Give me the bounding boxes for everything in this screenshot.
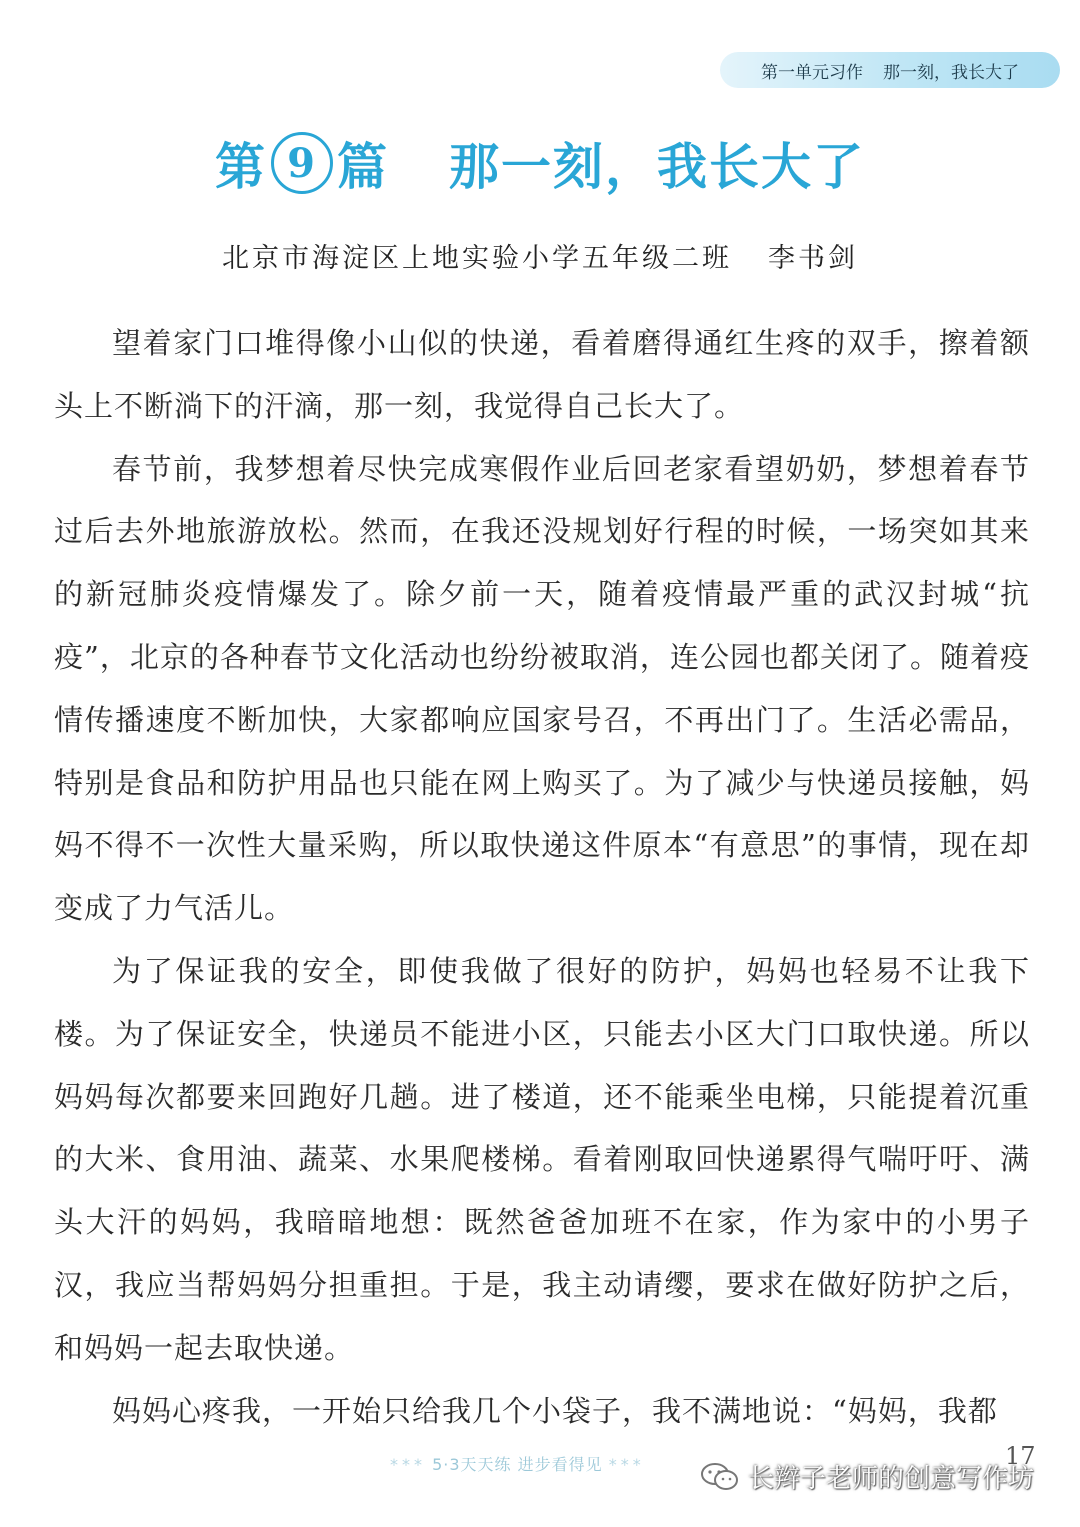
unit-header-tab: [720, 52, 1060, 88]
title-suffix: 篇: [337, 138, 389, 196]
page-footer: [390, 1452, 645, 1475]
author-name: 李书剑: [768, 243, 858, 274]
watermark-text: 长辫子老师的创意写作坊: [748, 1464, 1035, 1494]
school-name: 北京市海淀区上地实验小学五年级二班: [222, 243, 732, 274]
essay-body: [54, 312, 1030, 1442]
title-prefix: 第: [215, 138, 267, 196]
paragraph: 春节前，我梦想着尽快完成寒假作业后回老家看望奶奶，梦想着春节过后去外地旅游放松。然而，在我还没规划好行程的时候，一场突如其来的新冠肺炎疫情爆发了。除夕前一天，随着疫情最严重的武汉封城“抗疫”，北京的各种春节文化活动也纷纷被取消，连公园也都关闭了。随着疫情传播速度不断加快，大家都响应国家号召，不再出门了。生活必需品，特别是食品和防护用品也只能在网上购买了。为了减少与快递员接触，妈妈不得不一次性大量采购，所以取快递这件原本“有意思”的事情，现在却变成了力气活儿。: [54, 451, 1030, 926]
essay-number-badge: 9: [271, 132, 333, 194]
paragraph: 望着家门口堆得像小山似的快递，看着磨得通红生疼的双手，擦着额头上不断淌下的汗滴，那一刻，我觉得自己长大了。: [54, 326, 1030, 423]
essay-title: [0, 118, 1080, 208]
watermark: [700, 1458, 1034, 1495]
footer-stars-left: ***: [390, 1455, 426, 1474]
footer-stars-right: ***: [608, 1455, 645, 1474]
paragraph: 为了保证我的安全，即使我做了很好的防护，妈妈也轻易不让我下楼。为了保证安全，快递员不能进小区，只能去小区大门口取快递。所以妈妈每次都要来回跑好几趟。进了楼道，还不能乘坐电梯，只能提着沉重的大米、食用油、蔬菜、水果爬楼梯。看着刚取回快递累得气喘吁吁、满头大汗的妈妈，我暗暗地想：既然爸爸加班不在家，作为家中的小男子汉，我应当帮妈妈分担重担。于是，我主动请缨，要求在做好防护之后，和妈妈一起去取快递。: [54, 953, 1030, 1365]
unit-topic: 那一刻，我长大了: [883, 62, 1019, 83]
byline: [0, 236, 1080, 275]
page-number: 17: [1005, 1442, 1036, 1470]
wechat-icon: [700, 1462, 740, 1492]
title-text: 那一刻，我长大了: [449, 138, 865, 196]
footer-slogan: 5·3天天练 进步看得见: [432, 1455, 603, 1474]
unit-label: 第一单元习作: [761, 62, 863, 83]
paragraph: 妈妈心疼我，一开始只给我几个小袋子，我不满地说：“妈妈，我都: [112, 1393, 998, 1428]
